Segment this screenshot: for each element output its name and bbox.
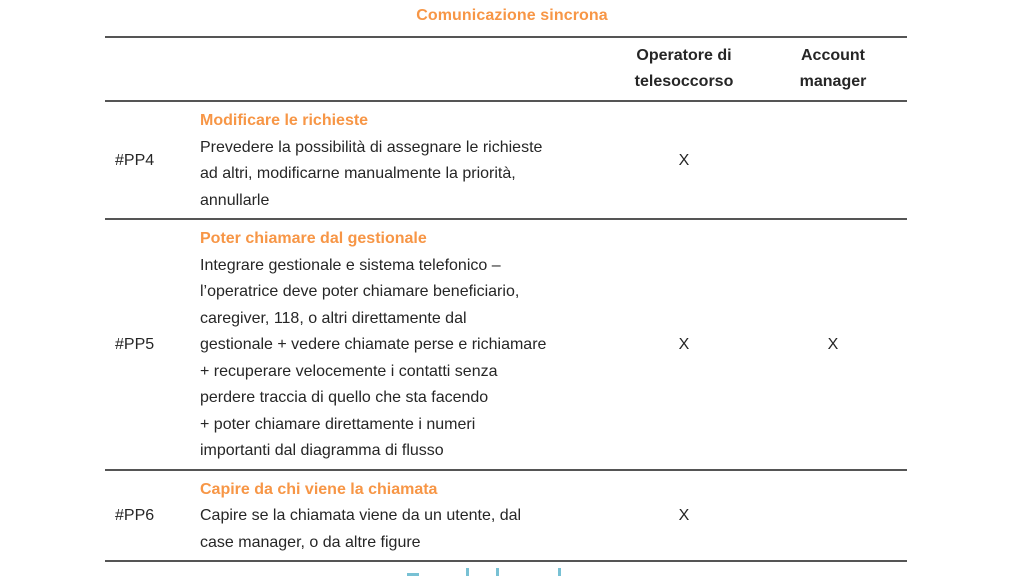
operator-mark: X [678,152,690,169]
header-account-manager: Account manager [799,47,867,90]
account-manager-mark [759,101,907,219]
section-title: Comunicazione sincrona [416,7,608,24]
requirement-title: Capire da chi viene la chiamata [200,480,438,498]
table-row [105,470,907,562]
table-row [105,219,907,470]
next-section-title-glyph-tops [383,566,573,576]
next-section-title-clipped [0,566,1024,576]
requirement-title: Modificare le richieste [200,112,369,129]
operator-mark: X [678,507,690,525]
requirements-table [105,36,907,562]
requirement-description [200,470,609,562]
header-description [200,37,609,101]
requirement-id: #PP4 [115,152,155,169]
requirement-body: Integrare gestionale e sistema telefonico – l’operatrice deve poter chiamare beneficiario, caregiver, 118, o altri direttamente dal gestionale + vedere chiamate perse e richiamare + recuperare velocemente i contatti senza perdere traccia di quello che sta facendo + poter chiamare direttamente i numeri importanti dal diagramma di flusso [200,256,547,459]
requirement-description [200,101,609,219]
requirement-description [200,219,609,470]
header-id [105,37,200,101]
requirement-id: #PP6 [115,507,155,525]
table-row [105,101,907,219]
requirement-body: Prevedere la possibilità di assegnare le richieste ad altri, modificarne manualmente la priorità, annullarle [200,138,543,209]
operator-mark: X [678,336,690,354]
account-manager-mark [759,470,907,562]
header-operator: Operatore di telesoccorso [634,47,734,90]
requirement-body: Capire se la chiamata viene da un utente, dal case manager, o da altre figure [200,507,522,551]
account-manager-mark: X [827,336,839,354]
requirement-title: Poter chiamare dal gestionale [200,230,427,247]
requirement-id: #PP5 [115,336,155,354]
table-header-row [105,37,907,101]
